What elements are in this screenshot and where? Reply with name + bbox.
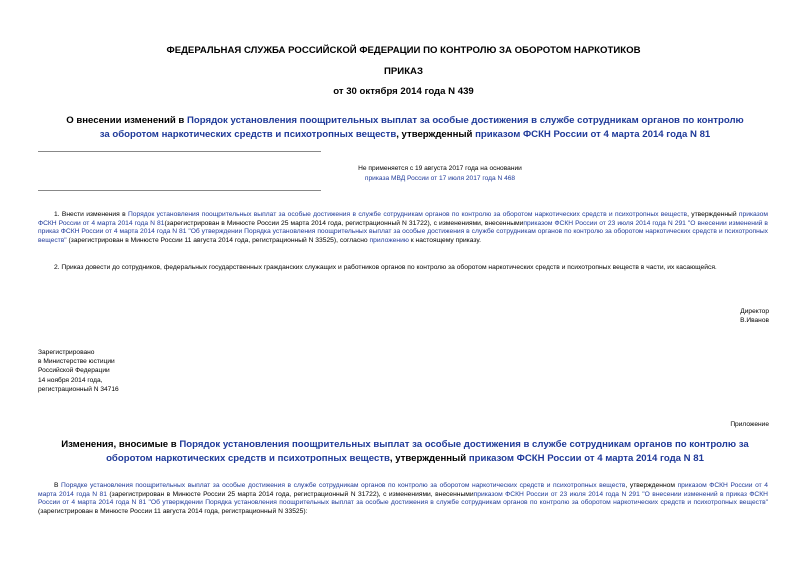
divider-top	[38, 151, 321, 152]
appendix-label: Приложение	[730, 421, 769, 428]
appendix-title-middle: , утвержденный	[389, 452, 469, 464]
signature-position: Директор	[740, 308, 769, 315]
registration-block	[38, 348, 119, 394]
registration-line: Зарегистрировано	[38, 349, 95, 356]
p3-text-2: , утвержденном	[625, 482, 678, 489]
p1-text-4: (зарегистрирован в Минюсте России 11 августа 2014 года, регистрационный N 33525), согласно	[66, 236, 370, 244]
p1-link-procedure[interactable]: Порядок установления поощрительных выплат за особые достижения в службе сотрудникам органов по контролю за оборотом наркотических средств и психотропных веществ	[127, 211, 688, 218]
p3-text-3: (зарегистрирован в Минюсте России 25 марта 2014 года, регистрационный N 31722), с изменениями, внесенными	[106, 490, 474, 498]
paragraph-3	[38, 482, 768, 516]
validity-note	[280, 164, 600, 184]
p3-text-4: (зарегистрирован в Минюсте России 11 августа 2014 года, регистрационный N 33525):	[38, 507, 308, 515]
doc-title	[60, 114, 750, 141]
p3-link-order-81[interactable]: приказом ФСКН России от 4 марта 2014 года N 81	[38, 482, 769, 498]
title-middle: , утвержденный	[396, 128, 476, 140]
paragraph-2: 2. Приказ довести до сотрудников, федеральных государственных гражданских служащих и работников органов по контролю за оборотом наркотических средств и психотропных веществ в части, их касающейся.	[54, 264, 717, 271]
signature-name: В.Иванов	[740, 317, 769, 325]
p1-link-order-291[interactable]: приказом ФСКН России от 23 июля 2014 года N 291 "О внесении изменений в приказ ФСКН России от 4 марта 2014 года N 81 "Об утверждении Порядка установления поощрительных выплат за особые достижения в службе сотрудникам органов по контролю за оборотом наркотических средств и психотропных веществ"	[38, 219, 768, 244]
appendix-title-link-order[interactable]: приказом ФСКН России от 4 марта 2014 года N 81	[468, 452, 704, 464]
appendix-title-prefix: Изменения, вносимые в	[61, 439, 180, 450]
doc-type: ПРИКАЗ	[384, 66, 423, 77]
registration-line: в Министерстве юстиции	[38, 358, 115, 366]
agency-name: ФЕДЕРАЛЬНАЯ СЛУЖБА РОССИЙСКОЙ ФЕДЕРАЦИИ ПО КОНТРОЛЮ ЗА ОБОРОТОМ НАРКОТИКОВ	[166, 45, 641, 56]
p3-link-procedure[interactable]: Порядке установления поощрительных выплат за особые достижения в службе сотрудникам органов по контролю за оборотом наркотических средств и психотропных веществ	[61, 482, 626, 489]
validity-note-text: Не применяется с 19 августа 2017 года на основании	[358, 165, 522, 172]
registration-line: регистрационный N 34716	[38, 385, 119, 393]
signature-block	[740, 307, 769, 325]
p1-link-appendix[interactable]: приложению	[369, 236, 409, 244]
p1-text-5: к настоящему приказу.	[408, 236, 481, 244]
divider-bottom	[38, 190, 321, 191]
appendix-title	[60, 438, 750, 465]
appendix-title-link-procedure[interactable]: Порядок установления поощрительных выплат за особые достижения в службе сотрудникам органов по контролю за оборотом наркотических средств и психотропных веществ	[106, 439, 749, 464]
p3-link-order-291[interactable]: приказом ФСКН России от 23 июля 2014 года N 291 "О внесении изменений в приказ ФСКН России от 4 марта 2014 года N 81 "Об утверждении Порядка установления поощрительных выплат за особые достижения в службе сотрудникам органов по контролю за оборотом наркотических средств и психотропных веществ"	[38, 490, 768, 507]
p1-text-3: (зарегистрирован в Минюсте России 25 марта 2014 года, регистрационный N 31722), с изменениями, внесенными	[164, 219, 524, 227]
p1-text-1: 1. Внести изменения в	[54, 211, 128, 218]
registration-line: 14 ноября 2014 года,	[38, 376, 103, 384]
title-link-order[interactable]: приказом ФСКН России от 4 марта 2014 года N 81	[475, 128, 711, 140]
title-prefix: О внесении изменений в	[66, 115, 187, 126]
validity-note-link[interactable]: приказа МВД России от 17 июля 2017 года N 468	[364, 175, 516, 182]
title-link-procedure[interactable]: Порядок установления поощрительных выплат за особые достижения в службе сотрудникам органов по контролю за оборотом наркотических средств и психотропных веществ	[99, 115, 744, 140]
p3-text-1: В	[54, 482, 62, 489]
paragraph-1	[38, 211, 768, 245]
p1-text-2: , утвержденный	[687, 211, 739, 218]
p1-link-order-81[interactable]: приказом ФСКН России от 4 марта 2014 года N 81	[38, 211, 768, 227]
registration-line: Российской Федерации	[38, 367, 110, 375]
doc-date-number: от 30 октября 2014 года N 439	[333, 86, 474, 97]
